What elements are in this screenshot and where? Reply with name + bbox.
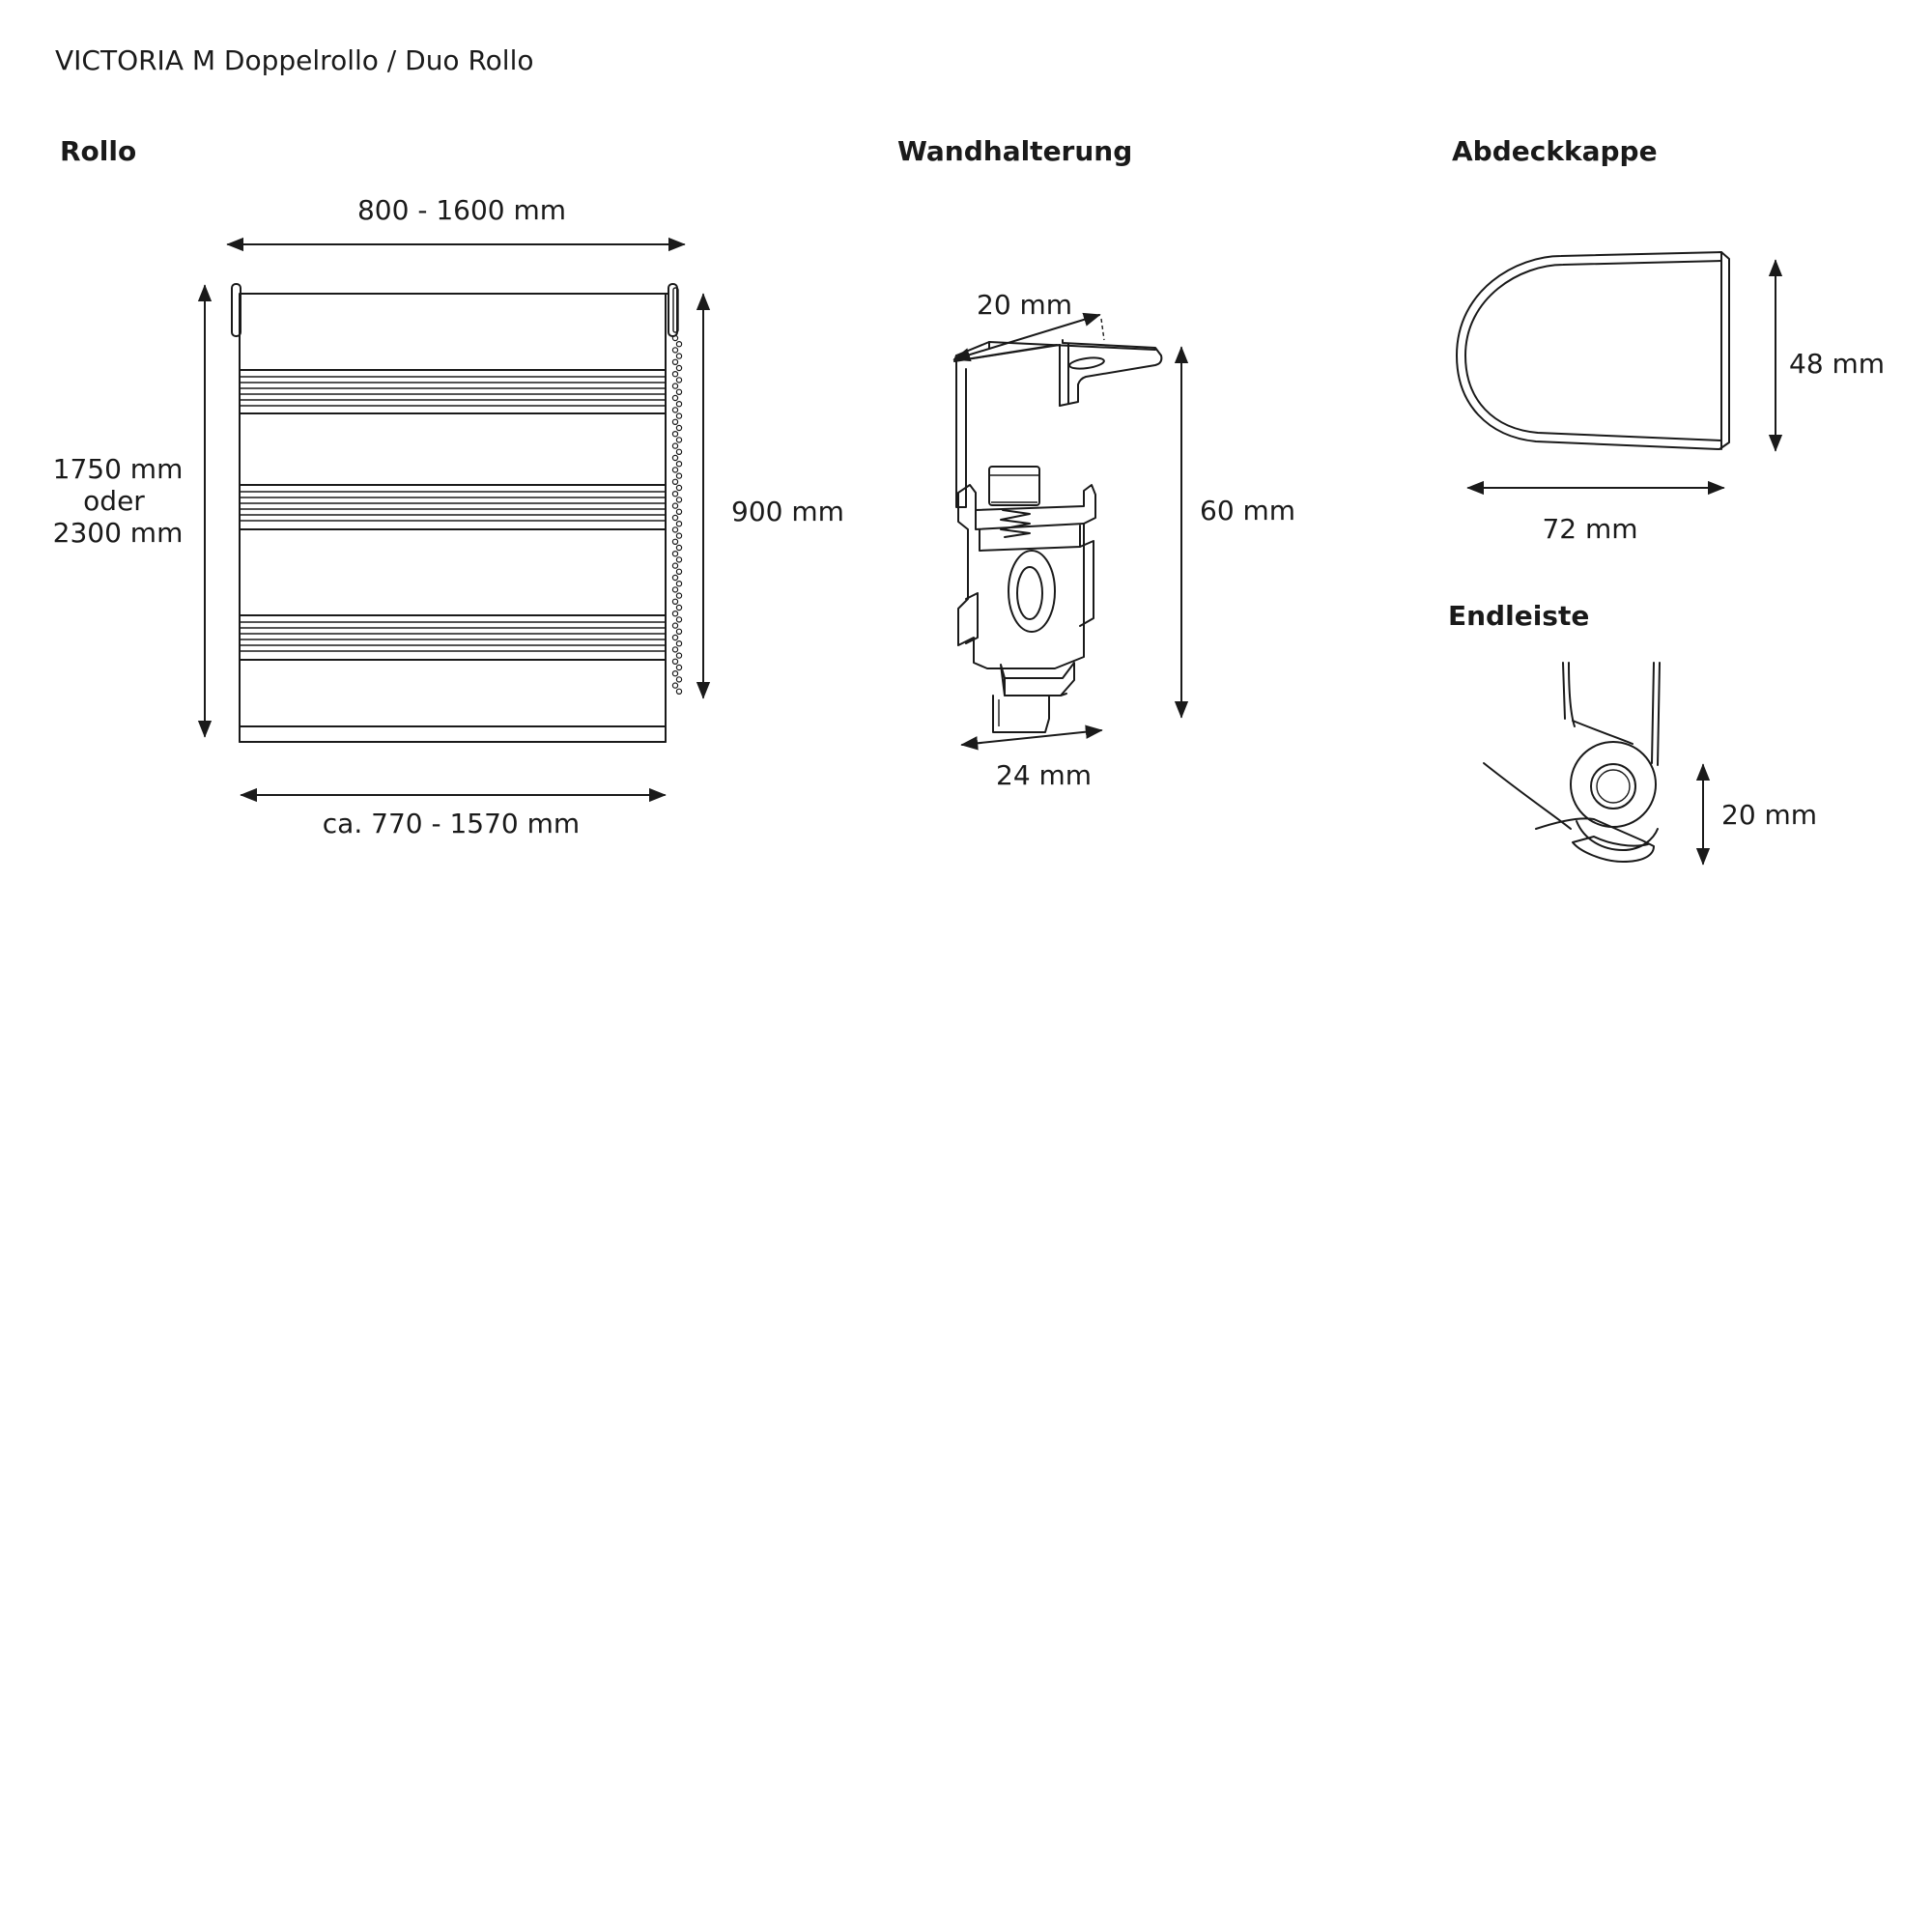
chain-bead <box>672 623 677 628</box>
chain-bead <box>676 605 681 610</box>
chain-bead <box>676 473 681 478</box>
chain-bead <box>676 449 681 454</box>
wandhalterung-height-label: 60 mm <box>1200 495 1296 526</box>
chain-bead <box>672 563 677 568</box>
chain-bead <box>672 539 677 544</box>
chain-bead <box>672 384 677 388</box>
chain-bead <box>672 671 677 676</box>
abdeckkappe-drawing <box>1457 252 1776 488</box>
wandhalterung-slot-top <box>1068 356 1104 371</box>
heading-abdeckkappe: Abdeckkappe <box>1452 135 1658 167</box>
chain-bead <box>672 455 677 460</box>
rollo-bead-chain <box>672 335 681 694</box>
chain-bead <box>672 372 677 377</box>
chain-bead <box>672 552 677 556</box>
chain-bead <box>672 408 677 412</box>
chain-bead <box>672 635 677 639</box>
rollo-fabric-width-label: ca. 770 - 1570 mm <box>322 808 581 839</box>
heading-endleiste: Endleiste <box>1448 600 1590 632</box>
chain-bead <box>676 653 681 658</box>
rollo-stripe-band-2 <box>240 485 666 529</box>
chain-bead <box>676 509 681 514</box>
chain-bead <box>676 365 681 370</box>
chain-bead <box>676 354 681 358</box>
wandhalterung-spring <box>1001 510 1030 537</box>
endleiste-height-label: 20 mm <box>1721 799 1818 831</box>
rollo-width-label: 800 - 1600 mm <box>356 194 567 226</box>
abdeckkappe-width-label: 72 mm <box>1542 513 1638 545</box>
chain-bead <box>676 593 681 598</box>
chain-bead <box>676 522 681 526</box>
rollo-bottom-bar <box>240 726 666 742</box>
chain-bead <box>676 689 681 694</box>
heading-rollo: Rollo <box>60 135 137 167</box>
chain-bead <box>672 647 677 652</box>
endleiste-hole <box>1591 764 1635 809</box>
chain-bead <box>672 359 677 364</box>
chain-bead <box>676 629 681 634</box>
endleiste-round-body <box>1571 742 1656 827</box>
chain-bead <box>676 641 681 646</box>
chain-bead <box>676 413 681 418</box>
chain-bead <box>676 378 681 383</box>
chain-bead <box>672 468 677 472</box>
abdeckkappe-height-label: 48 mm <box>1789 348 1886 380</box>
chain-bead <box>676 617 681 622</box>
chain-bead <box>672 527 677 532</box>
chain-bead <box>676 438 681 442</box>
chain-bead <box>676 557 681 562</box>
rollo-height-label-line1: 1750 mm <box>52 453 184 485</box>
rollo-stripe-band-1 <box>240 370 666 413</box>
rollo-stripe-band-3 <box>240 615 666 660</box>
chain-bead <box>672 443 677 448</box>
wandhalterung-depth-dimension-line <box>954 315 1099 359</box>
chain-bead <box>672 479 677 484</box>
chain-bead <box>676 569 681 574</box>
chain-bead <box>676 582 681 586</box>
chain-bead <box>672 599 677 604</box>
abdeckkappe-inner-outline <box>1465 261 1721 440</box>
chain-bead <box>672 419 677 424</box>
document-title: VICTORIA M Doppelrollo / Duo Rollo <box>55 44 534 76</box>
chain-bead <box>672 432 677 437</box>
wandhalterung-width-label: 24 mm <box>996 759 1093 791</box>
chain-bead <box>676 665 681 669</box>
rollo-height-label-line3: 2300 mm <box>52 517 184 549</box>
chain-bead <box>672 611 677 616</box>
heading-wandhalterung: Wandhalterung <box>897 135 1133 167</box>
chain-bead <box>672 515 677 520</box>
chain-bead <box>672 348 677 353</box>
chain-bead <box>676 425 681 430</box>
rollo-chain-label: 900 mm <box>731 496 844 527</box>
rollo-drawing <box>205 244 703 795</box>
chain-bead <box>676 485 681 490</box>
wandhalterung-drawing <box>954 315 1181 745</box>
chain-bead <box>672 575 677 580</box>
chain-bead <box>672 492 677 497</box>
chain-bead <box>676 402 681 407</box>
chain-bead <box>672 683 677 688</box>
rollo-height-label-line2: oder <box>83 485 145 517</box>
chain-bead <box>676 462 681 467</box>
chain-bead <box>676 545 681 550</box>
chain-bead <box>676 533 681 538</box>
chain-bead <box>676 342 681 347</box>
chain-bead <box>672 659 677 664</box>
chain-bead <box>672 395 677 400</box>
wandhalterung-screw-head <box>989 467 1039 505</box>
chain-bead <box>672 503 677 508</box>
chain-bead <box>676 389 681 394</box>
chain-bead <box>676 497 681 502</box>
chain-bead <box>672 587 677 592</box>
endleiste-drawing <box>1484 663 1703 864</box>
wandhalterung-depth-label: 20 mm <box>977 289 1073 321</box>
endleiste-profile-left <box>1563 663 1565 719</box>
chain-bead <box>676 677 681 682</box>
